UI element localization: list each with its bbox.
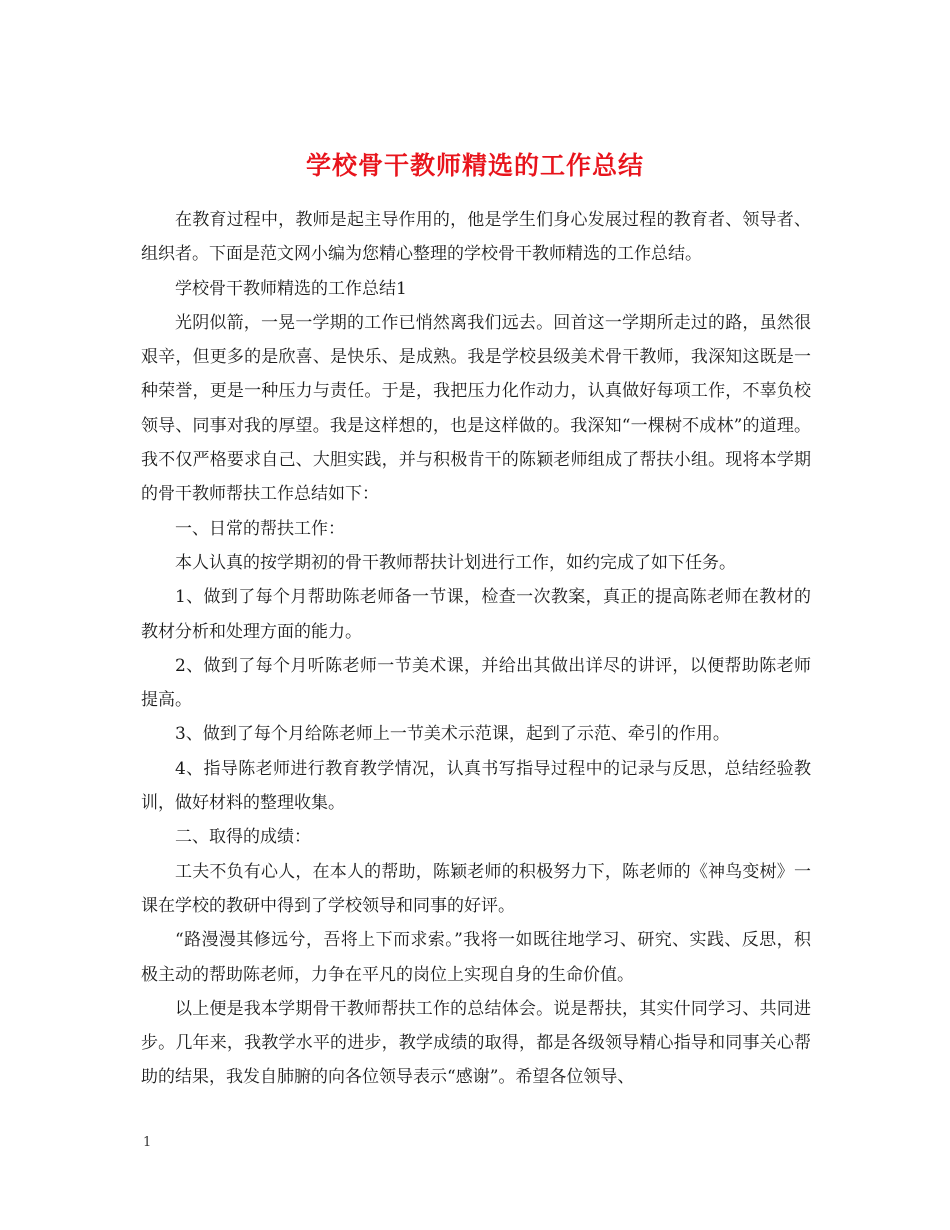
paragraph-body: 以上便是我本学期骨干教师帮扶工作的总结体会。说是帮扶，其实什同学习、共同进步。几年来，我教学水平的进步，教学成绩的取得，都是各级领导精心指导和同事关心帮助的结果，我发自肺腑的向各位领导表示“感谢”。希望各位领导、 [141,998,811,1088]
section-heading: 二、取得的成绩： [175,827,311,848]
paragraph-subtitle: 学校骨干教师精选的工作总结1 [175,278,407,299]
list-item: 4、指导陈老师进行教育教学情况，认真书写指导过程中的记录与反思，总结经验教训，做好材料的整理收集。 [141,758,811,814]
list-item: 1、做到了每个月帮助陈老师备一节课，检查一次教案，真正的提高陈老师在教材的教材分析和处理方面的能力。 [141,587,811,642]
paragraph-intro: 在教育过程中，教师是起主导作用的，他是学生们身心发展过程的教育者、领导者、组织者。下面是范文网小编为您精心整理的学校骨干教师精选的工作总结。 [141,210,811,265]
page-number: 1 [143,1135,152,1150]
paragraph-body: 工夫不负有心人，在本人的帮助，陈颖老师的积极努力下，陈老师的《神鸟变树》一课在学校的教研中得到了学校领导和同事的好评。 [141,861,811,916]
paragraph-body: “路漫漫其修远兮，吾将上下而求索。”我将一如既往地学习、研究、实践、反思，积极主动的帮助陈老师，力争在平凡的岗位上实现自身的生命价值。 [141,930,811,985]
list-item: 3、做到了每个月给陈老师上一节美术示范课，起到了示范、牵引的作用。 [175,724,730,745]
paragraph-body: 本人认真的按学期初的骨干教师帮扶计划进行工作，如约完成了如下任务。 [175,552,736,573]
list-item: 2、做到了每个月听陈老师一节美术课，并给出其做出详尽的讲评，以便帮助陈老师提高。 [141,655,811,711]
page-title: 学校骨干教师精选的工作总结 [305,150,644,180]
document-body [141,203,811,1095]
paragraph-body: 光阴似箭，一晃一学期的工作已悄然离我们远去。回首这一学期所走过的路，虽然很艰辛，但更多的是欣喜、是快乐、是成熟。我是学校县级美术骨干教师，我深知这既是一种荣誉，更是一种压力与责任。于是，我把压力化作动力，认真做好每项工作，不辜负校领导、同事对我的厚望。我是这样想的，也是这样做的。我深知“一棵树不成林”的道理。我不仅严格要求自己、大胆实践，并与积极肯干的陈颖老师组成了帮扶小组。现将本学期的骨干教师帮扶工作总结如下： [141,312,811,505]
section-heading: 一、日常的帮扶工作： [175,518,345,539]
